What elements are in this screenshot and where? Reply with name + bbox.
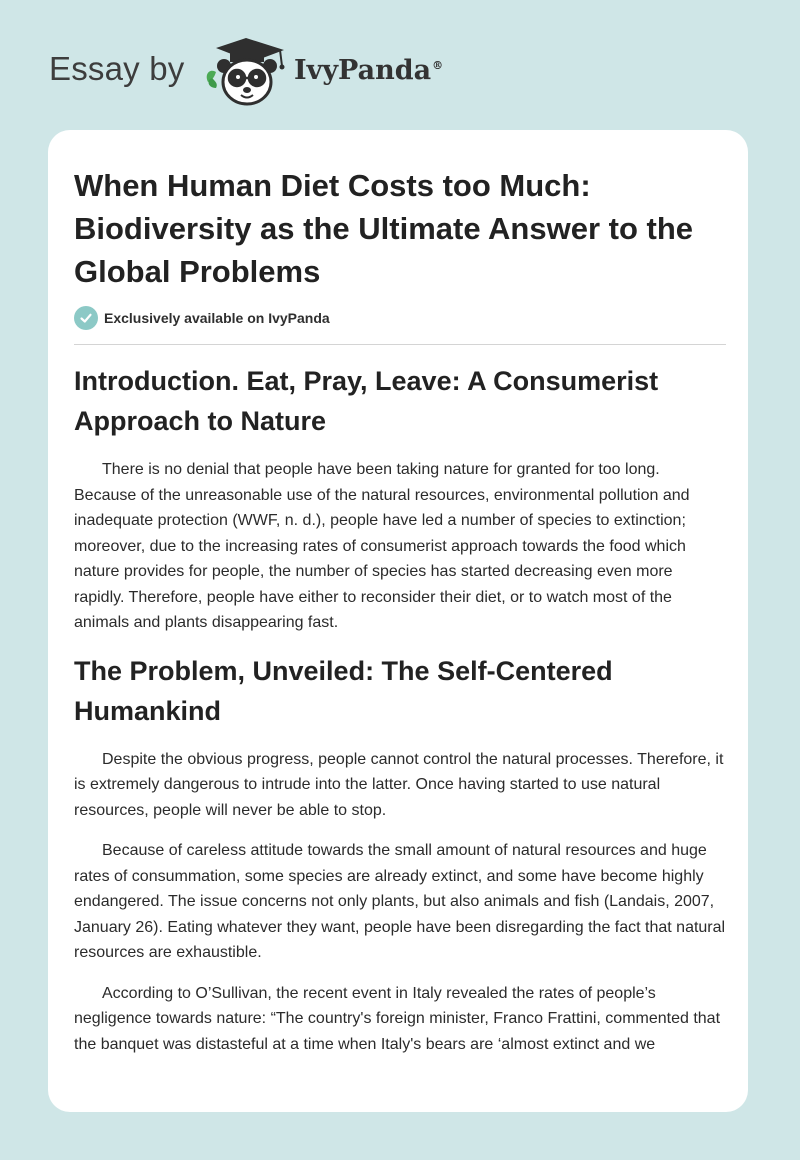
- paragraph: According to O’Sullivan, the recent event in Italy revealed the rates of people’s negligence towards nature: “The country's foreign minister, Franco Frattini, commented that the banquet was distasteful at a time when Italy's bears are ‘almost extinct and we: [74, 984, 721, 1053]
- section-heading: The Problem, Unveiled: The Self-Centered Humankind: [74, 655, 613, 726]
- registered-mark: ®: [432, 59, 444, 72]
- essay-by-label: Essay by: [49, 50, 185, 87]
- site-header: [0, 0, 800, 120]
- check-circle-icon: [74, 306, 98, 330]
- paragraph: There is no denial that people have been taking nature for granted for too long. Because of the unreasonable use of the natural resources, environmental pollution and inadequate protection (WWF, n. d.), people have led a number of species to extinction; moreover, due to the increasing rates of consumerist approach towards the food which nature provides for people, the number of species has started decreasing even more rapidly. Therefore, people have either to reconsider their diet, or to watch most of the animals and plants disappearing fast.: [74, 461, 690, 631]
- exclusive-badge: [74, 305, 726, 331]
- essay-content: [74, 164, 726, 1072]
- paragraph: Despite the obvious progress, people cannot control the natural processes. Therefore, it is extremely dangerous to intrude into the latter. Once having started to use natural resources, people will never be able to stop.: [74, 750, 724, 819]
- brand-label: IvyPanda: [294, 55, 432, 86]
- paragraph: Because of careless attitude towards the small amount of natural resources and huge rates of consummation, some species are already extinct, and some have become highly endangered. The issue concerns not only plants, but also animals and fish (Landais, 2007, January 26). Eating whatever they want, people have been disregarding the fact that natural resources are exhaustible.: [74, 842, 726, 961]
- brand-name[interactable]: [294, 55, 443, 86]
- section-heading: Introduction. Eat, Pray, Leave: A Consumerist Approach to Nature: [74, 366, 659, 436]
- title-divider: [74, 344, 726, 345]
- essay-card: [48, 130, 748, 1112]
- panda-logo-icon[interactable]: [202, 36, 288, 108]
- exclusive-badge-label: Exclusively available on IvyPanda: [104, 310, 330, 326]
- essay-title: When Human Diet Costs too Much: Biodiversity as the Ultimate Answer to the Global Problems: [74, 168, 694, 289]
